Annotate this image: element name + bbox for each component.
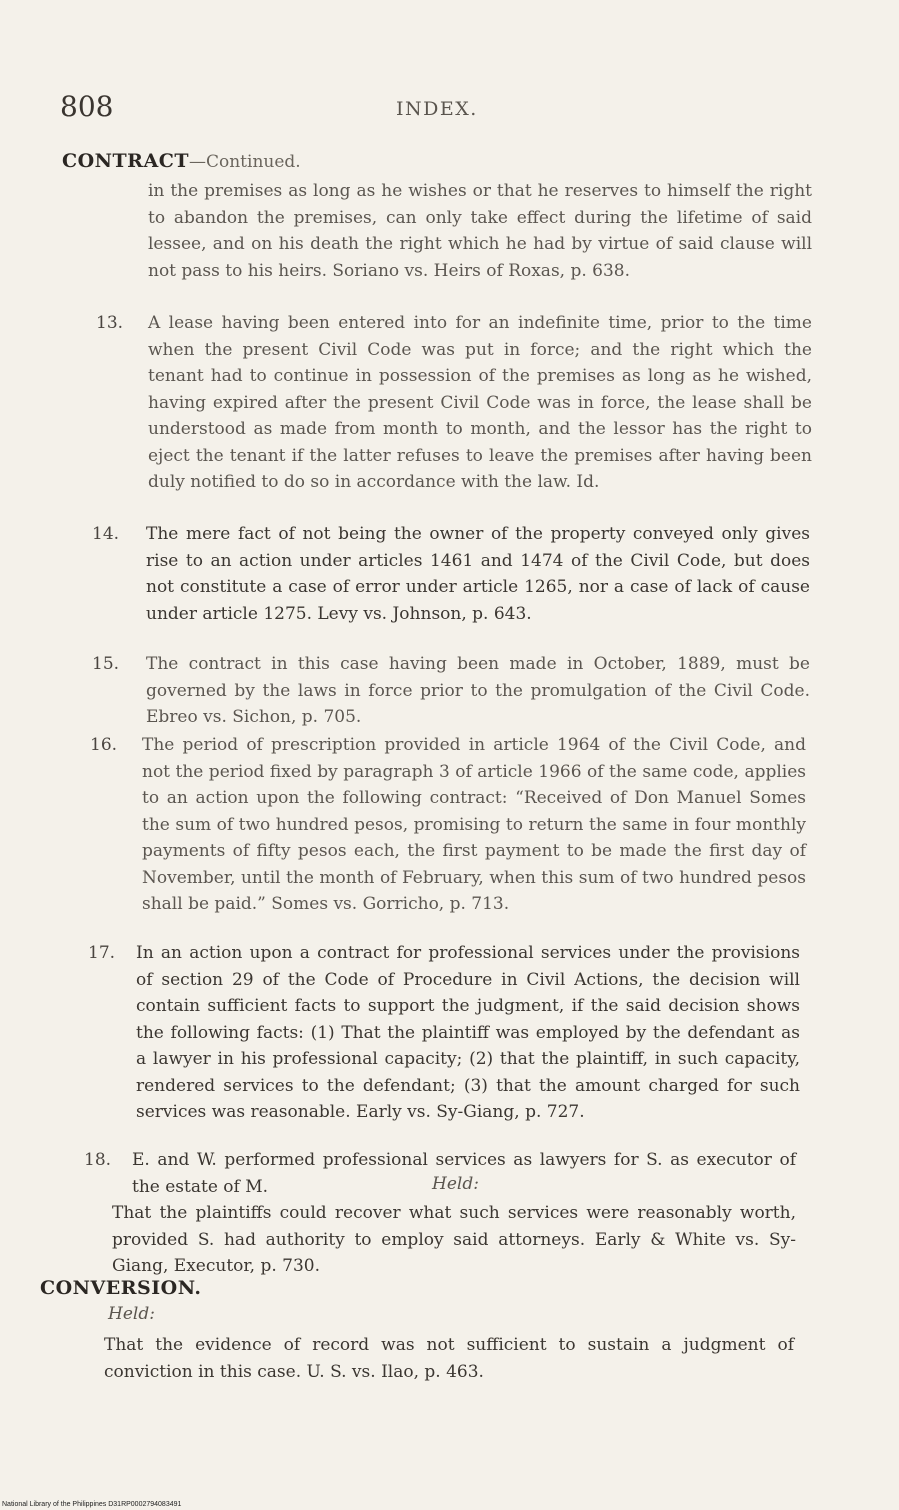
continuation-paragraph: in the premises as long as he wishes or that he reserves to himself the right to abandon the premises, can only take effect during the lifetime of said lessee, and on his death the right which he had by virtue of said clause will not pass to his heirs. Soriano vs. Heirs of Roxas, p. 638. <box>148 181 812 281</box>
entry-number: 15. <box>92 654 120 674</box>
heading-title: CONTRACT <box>62 150 189 172</box>
held-label: Held: <box>432 1174 479 1194</box>
section-heading-contract <box>62 150 301 172</box>
entry-text: A lease having been entered into for an indefinite time, prior to the time when the present Civil Code was put in force; and the right which the tenant had to continue in possession of the premises as long as he wished, having expired after the present Civil Code was in force, the lease shall be understood as made from month to month, and the lessor has the right to eject the tenant if the latter refuses to leave the premises after having been duly notified to do so in accordance with the law. Id. <box>148 313 812 492</box>
held-label: Held: <box>108 1304 155 1324</box>
holding-text: That the plaintiffs could recover what such services were reasonably worth, provided S. had authority to employ said attorneys. Early & White vs. Sy-Giang, Executor, p. 730. <box>112 1203 796 1276</box>
entry-number: 14. <box>92 524 120 544</box>
entry-text: The period of prescription provided in article 1964 of the Civil Code, and not the period fixed by paragraph 3 of article 1966 of the same code, applies to an action upon the following contract: “Received of Don Manuel Somes the sum of two hundred pesos, promising to return the same in four monthly payments of fifty pesos each, the first payment to be made the first day of November, until the month of February, when this sum of two hundred pesos shall be paid.” Somes vs. Gorricho, p. 713. <box>142 735 806 914</box>
page-header <box>60 90 860 130</box>
entry-text: The contract in this case having been made in October, 1889, must be governed by the laws in force prior to the promulgation of the Civil Code. Ebreo vs. Sichon, p. 705. <box>146 654 810 727</box>
entry-number: 18. <box>84 1150 112 1170</box>
entry-text: In an action upon a contract for professional services under the provisions of section 29 of the Code of Procedure in Civil Actions, the decision will contain sufficient facts to support the judgment, if the said decision shows the following facts: (1) That the plaintiff was employed by the defendant as a lawyer in his professional capacity; (2) that the plaintiff, in such capacity, rendered services to the defendant; (3) that the amount charged for such services was reasonable. Early vs. Sy-Giang, p. 727. <box>136 943 800 1122</box>
footer-attribution: National Library of the Philippines D31RP0002794083491 <box>2 1501 182 1508</box>
entry-number: 13. <box>96 313 124 333</box>
entry-number: 17. <box>88 943 116 963</box>
running-head: INDEX. <box>396 98 478 120</box>
entry-number: 16. <box>90 735 118 755</box>
holding-text: That the evidence of record was not sufficient to sustain a judgment of conviction in this case. U. S. vs. Ilao, p. 463. <box>104 1335 794 1382</box>
section-heading-conversion: CONVERSION. <box>40 1277 202 1299</box>
page-number: 808 <box>60 90 114 123</box>
entry-text: E. and W. performed professional services as lawyers for S. as executor of the estate of M. <box>132 1150 796 1197</box>
entry-text: The mere fact of not being the owner of the property conveyed only gives rise to an action under articles 1461 and 1474 of the Civil Code, but does not constitute a case of error under article 1265, nor a case of lack of cause under article 1275. Levy vs. Johnson, p. 643. <box>146 524 810 624</box>
heading-continued: —Continued. <box>188 152 301 172</box>
